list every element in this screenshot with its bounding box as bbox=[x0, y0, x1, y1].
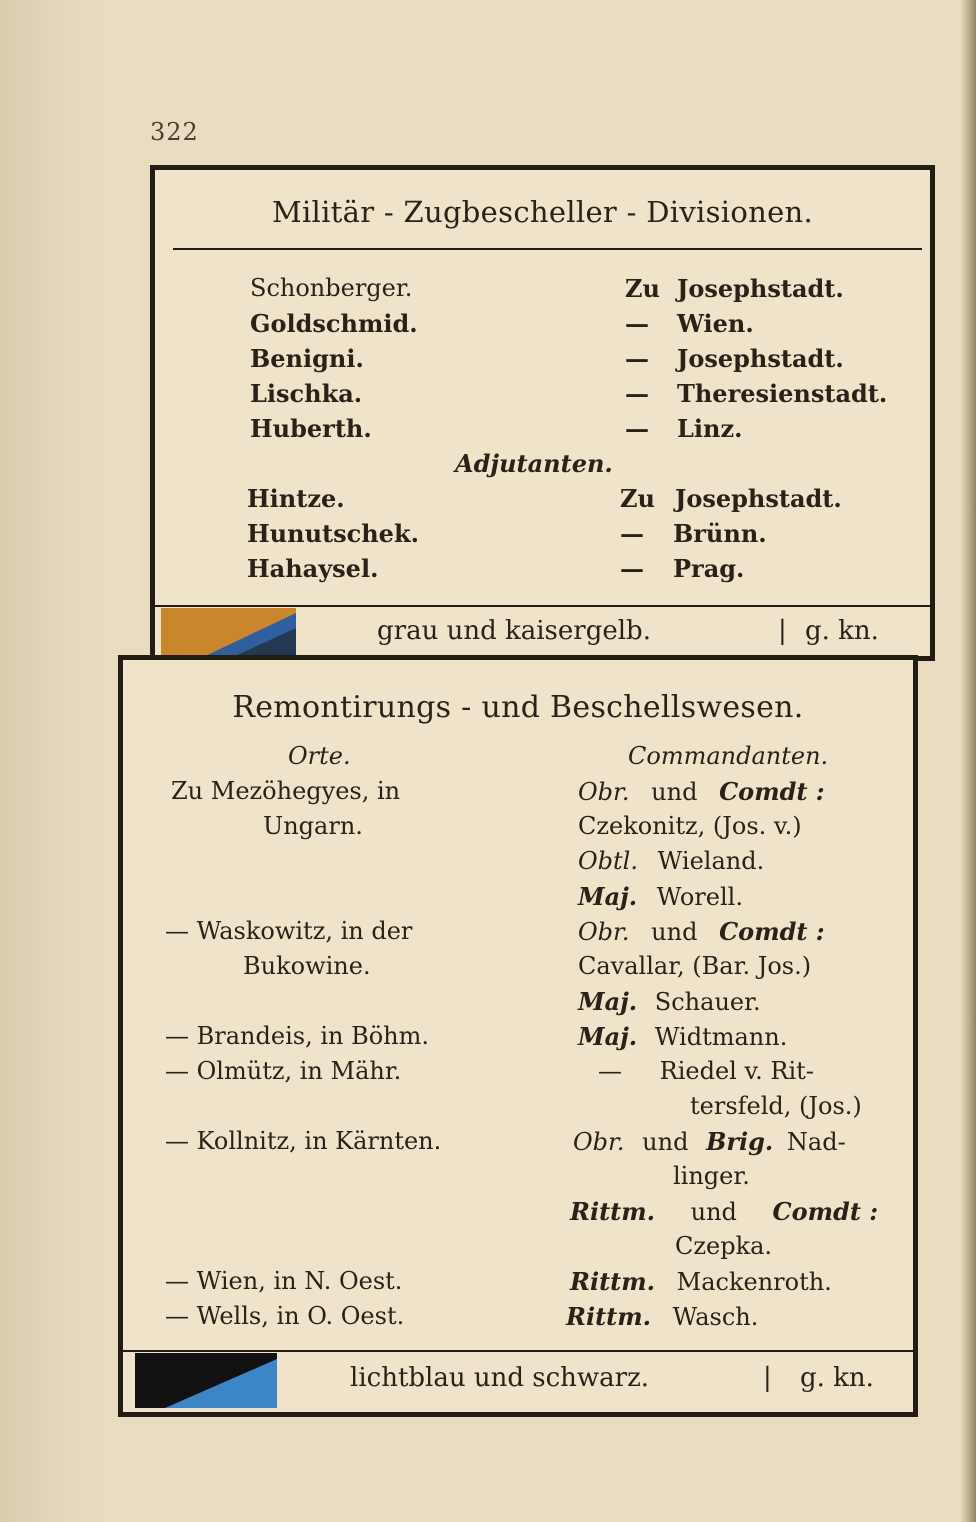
commander-text: Czekonitz, (Jos. v.) bbox=[578, 812, 802, 840]
name-cell: Goldschmid. bbox=[250, 309, 418, 338]
commander-line bbox=[578, 847, 764, 875]
commander-text: Nad- bbox=[786, 1128, 846, 1156]
name-cell: Benigni. bbox=[250, 344, 364, 373]
place-cell: Prag. bbox=[673, 554, 745, 583]
rank: Brig. bbox=[706, 1127, 774, 1156]
location-line: Zu Mezöhegyes, in bbox=[171, 777, 401, 805]
name-cell: Lischka. bbox=[250, 379, 363, 408]
location-line: — Brandeis, in Böhm. bbox=[165, 1022, 430, 1050]
footer-unit: g. kn. bbox=[805, 616, 879, 646]
color-swatch bbox=[161, 608, 296, 658]
rank: Maj. bbox=[578, 882, 638, 911]
location-line: — Wells, in O. Oest. bbox=[165, 1302, 405, 1330]
rank: Rittm. bbox=[566, 1302, 651, 1331]
commander-line bbox=[578, 952, 811, 980]
rank: Rittm. bbox=[570, 1267, 655, 1296]
footer-colors: grau und kaisergelb. bbox=[377, 616, 651, 646]
commander-line bbox=[675, 1232, 772, 1260]
footer-separator: | bbox=[763, 1363, 772, 1393]
name-cell: Schonberger. bbox=[250, 274, 413, 302]
title-divider bbox=[173, 248, 922, 250]
location-line: — Kollnitz, in Kärnten. bbox=[165, 1127, 442, 1155]
footer-separator: | bbox=[778, 616, 787, 646]
commander-line bbox=[570, 1267, 832, 1296]
section-title: Militär - Zugbescheller - Divisionen. bbox=[271, 195, 814, 229]
place-cell: Linz. bbox=[677, 414, 743, 443]
place-prefix: — bbox=[620, 554, 644, 583]
place-prefix: — bbox=[625, 344, 649, 373]
adjutanten-heading: Adjutanten. bbox=[455, 449, 613, 478]
place-prefix: — bbox=[625, 379, 649, 408]
commander-text: Mackenroth. bbox=[676, 1268, 832, 1296]
color-swatch bbox=[135, 1353, 277, 1408]
rank: Comdt : bbox=[772, 1197, 879, 1226]
page-edge-shadow bbox=[0, 0, 110, 1522]
book-spine bbox=[960, 0, 976, 1522]
commander-text: Riedel v. Rit- bbox=[659, 1057, 814, 1085]
commander-line bbox=[578, 917, 825, 946]
footer-divider bbox=[155, 605, 930, 607]
place-cell: Brünn. bbox=[673, 519, 767, 548]
rank: Rittm. bbox=[570, 1197, 655, 1226]
rank: Comdt : bbox=[719, 917, 825, 946]
section-title: Remontirungs - und Beschellswesen. bbox=[232, 690, 804, 725]
location-line: — Waskowitz, in der bbox=[165, 917, 413, 945]
location-line: — Wien, in N. Oest. bbox=[165, 1267, 403, 1295]
commander-text: Widtmann. bbox=[654, 1023, 788, 1051]
footer-divider bbox=[123, 1350, 913, 1352]
place-cell: Wien. bbox=[677, 309, 754, 338]
rank: — bbox=[598, 1057, 622, 1085]
place-prefix: — bbox=[625, 414, 649, 443]
place-prefix: — bbox=[625, 309, 649, 338]
commander-text: und bbox=[642, 1128, 689, 1156]
name-cell: Hahaysel. bbox=[247, 554, 379, 583]
rank: Obr. bbox=[578, 778, 630, 806]
place-cell: Josephstadt. bbox=[677, 344, 844, 373]
location-line: Bukowine. bbox=[243, 952, 371, 980]
footer-colors: lichtblau und schwarz. bbox=[350, 1363, 650, 1393]
section-remontirungs bbox=[118, 655, 918, 1417]
place-prefix: Zu bbox=[625, 274, 660, 303]
commander-line bbox=[578, 882, 743, 911]
commander-text: tersfeld, (Jos.) bbox=[690, 1092, 862, 1120]
commander-text: Wasch. bbox=[672, 1303, 759, 1331]
commander-text: und bbox=[651, 778, 698, 806]
commander-line bbox=[578, 1022, 787, 1051]
commander-text: Czepka. bbox=[675, 1232, 773, 1260]
rank: Obr. bbox=[578, 918, 630, 946]
rank: Maj. bbox=[578, 987, 638, 1016]
location-line: Ungarn. bbox=[263, 812, 363, 840]
section-militaer-zugbescheller bbox=[150, 165, 935, 661]
commander-line bbox=[578, 777, 825, 806]
commander-text: und bbox=[690, 1198, 737, 1226]
name-cell: Huberth. bbox=[250, 414, 372, 443]
place-cell: Josephstadt. bbox=[675, 484, 842, 513]
commander-text: Schauer. bbox=[654, 988, 761, 1016]
commander-line bbox=[673, 1162, 750, 1190]
commander-line bbox=[578, 812, 802, 840]
commander-line bbox=[690, 1092, 862, 1120]
commander-line bbox=[566, 1302, 758, 1331]
commander-text: Cavallar, (Bar. Jos.) bbox=[578, 952, 812, 980]
commander-text: Wieland. bbox=[657, 847, 765, 875]
place-prefix: — bbox=[620, 519, 644, 548]
rank: Obr. bbox=[573, 1128, 625, 1156]
commander-line bbox=[598, 1057, 814, 1085]
rank: Maj. bbox=[578, 1022, 638, 1051]
name-cell: Hunutschek. bbox=[247, 519, 419, 548]
commander-line bbox=[578, 987, 761, 1016]
rank: Comdt : bbox=[719, 777, 825, 806]
footer-unit: g. kn. bbox=[800, 1363, 874, 1393]
commander-line bbox=[570, 1197, 878, 1226]
page-number: 322 bbox=[150, 118, 199, 146]
commander-text: linger. bbox=[673, 1162, 750, 1190]
place-cell: Theresienstadt. bbox=[677, 379, 888, 408]
column-header-commandanten: Commandanten. bbox=[628, 742, 829, 770]
column-header-orte: Orte. bbox=[288, 742, 351, 770]
rank: Obtl. bbox=[578, 847, 638, 875]
location-line: — Olmütz, in Mähr. bbox=[165, 1057, 402, 1085]
commander-line bbox=[573, 1127, 846, 1156]
commander-text: Worell. bbox=[656, 883, 743, 911]
place-prefix: Zu bbox=[620, 484, 655, 513]
commander-text: und bbox=[651, 918, 698, 946]
name-cell: Hintze. bbox=[247, 484, 345, 513]
place-cell: Josephstadt. bbox=[677, 274, 844, 303]
